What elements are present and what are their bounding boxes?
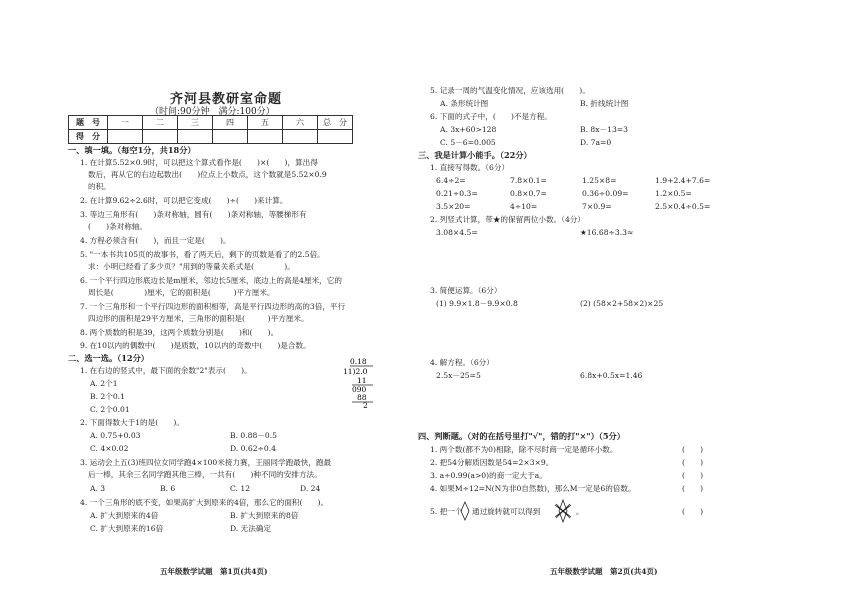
score-cell[interactable] bbox=[248, 130, 283, 144]
score-row-label: 得 分 bbox=[69, 130, 108, 144]
q1-3-line-a: 3. 等边三角形有( )条对称轴，圆有( )条对称轴，等腰梯形有 bbox=[80, 210, 307, 219]
judge-5-part-b: 通过旋转就可以得到 bbox=[472, 507, 541, 516]
score-header-cell: 三 bbox=[178, 116, 213, 130]
score-header-cell: 一 bbox=[108, 116, 143, 130]
q1-9: 9. 在10以内的偶数中( )是质数，10以内的奇数中( )是合数。 bbox=[80, 341, 311, 350]
q2-4-option-c: C. 扩大到原来的16倍 bbox=[90, 524, 164, 533]
s3-1-title: 1. 直接写得数。（6分） bbox=[430, 163, 510, 172]
q2-3-option-a: A. 3 bbox=[90, 484, 106, 493]
q1-5-line-a: 5. "一本书共105页的故事书，看了两天后，剩下的页数是看了的2.5倍。 bbox=[80, 250, 325, 259]
q2-2-option-a: A. 0.75+0.03 bbox=[90, 431, 141, 440]
score-header-cell: 六 bbox=[283, 116, 318, 130]
q2-4-option-d: D. 无法确定 bbox=[230, 524, 272, 533]
ld-step-1: 11 bbox=[357, 376, 367, 385]
s3-2-expr-a: 3.08×4.5= bbox=[436, 228, 478, 237]
q2-3-line-b: 后一棒，其余三名同学跑其他三棒，一共有( )种不同的安排方法。 bbox=[88, 470, 322, 479]
score-header-cell: 题 号 bbox=[69, 116, 108, 130]
score-cell[interactable] bbox=[213, 130, 248, 144]
q1-4: 4. 方程必须含有( )，而且一定是( )。 bbox=[80, 236, 231, 245]
judge-3-answer-box[interactable]: ( ) bbox=[682, 471, 704, 480]
q2-3-line-a: 3. 运动会上五(3)班四位女同学跑4×100米接力赛，王丽同学跑最快，跑最 bbox=[80, 458, 332, 467]
q2-6-option-d: D. 7a=0 bbox=[580, 138, 612, 147]
s3-3-expr-a: (1) 9.9×1.8－9.9×0.8 bbox=[436, 299, 518, 308]
q1-8: 8. 两个质数的积是39，这两个质数分别是( )和( )。 bbox=[80, 328, 279, 337]
q2-2: 2. 下面得数大于1的是( )。 bbox=[80, 418, 184, 427]
judge-2: 2. 把54分解质因数是54=2×3×9。 bbox=[430, 458, 554, 467]
q2-6-option-c: C. 5－6=0.005 bbox=[440, 138, 496, 147]
q1-6-line-a: 6. 一个平行四边形底边长是m厘米，邻边长5厘米，底边上的高是4厘米，它的 bbox=[80, 276, 342, 285]
q2-2-option-b: B. 0.88－0.5 bbox=[230, 431, 277, 440]
q2-1: 1. 在右边的竖式中，最下面的余数"2"表示( )。 bbox=[80, 366, 252, 375]
s3-4-title: 4. 解方程。（6分） bbox=[430, 358, 494, 367]
s3-4-eq-a: 2.5x－25=5 bbox=[436, 371, 481, 380]
oral-calc-item: 7.8×0.1= bbox=[510, 176, 547, 185]
page-2-footer: 五年级数学试题 第2页(共4页) bbox=[550, 567, 658, 576]
oral-calc-item: 2.5×0.4÷0.5= bbox=[655, 202, 711, 211]
ld-remainder: 2 bbox=[363, 401, 368, 408]
exam-title: 齐河县教研室命题 bbox=[170, 92, 283, 107]
oral-calc-item: 1.9+2.4+7.6= bbox=[655, 176, 711, 185]
oral-calc-item: 7×0.9= bbox=[582, 202, 612, 211]
q1-5-line-b: 求：小明已经看了多少页？"用到的等量关系式是( )。 bbox=[88, 262, 295, 271]
oral-calc-item: 6.4÷2= bbox=[436, 176, 466, 185]
score-cell[interactable] bbox=[283, 130, 318, 144]
s3-3-title: 3. 简便运算。（6分） bbox=[430, 286, 502, 295]
exam-meta: （时间:90分钟 满分:100分） bbox=[150, 107, 275, 117]
q2-1-option-b: B. 2个0.1 bbox=[90, 392, 125, 401]
q2-3-option-d: D. 24 bbox=[300, 484, 321, 493]
score-header-cell: 四 bbox=[213, 116, 248, 130]
judge-4-answer-box[interactable]: ( ) bbox=[682, 484, 704, 493]
score-header-cell: 五 bbox=[248, 116, 283, 130]
q1-2: 2. 在计算9.62÷2.6时，可以把它变成( )÷( )来计算。 bbox=[80, 196, 288, 205]
judge-1-answer-box[interactable]: ( ) bbox=[682, 445, 704, 454]
s3-3-expr-b: (2) (58×2+58×2)×25 bbox=[580, 299, 664, 308]
section-3-title: 三、我是计算小能手。（22分） bbox=[418, 150, 532, 160]
score-cell[interactable] bbox=[108, 130, 143, 144]
oral-calc-item: 0.21÷0.3= bbox=[436, 189, 478, 198]
q1-7-line-b: 四边形的面积是29平方厘米，三角形的面积是( )平方厘米。 bbox=[88, 314, 309, 323]
judge-5-answer-box[interactable]: ( ) bbox=[682, 507, 704, 516]
single-diamond-icon bbox=[460, 501, 470, 521]
section-4-title: 四、判断题。（对的在括号里打"√"，错的打"×"）（5分） bbox=[418, 431, 625, 441]
q2-5: 5. 记录一周的气温变化情况，应该选用( )。 bbox=[430, 86, 590, 95]
score-table-row bbox=[69, 130, 353, 144]
judge-3: 3. a÷0.99(a>0)的商一定大于a。 bbox=[430, 471, 547, 480]
oral-calc-item: 1.2×0.5= bbox=[655, 189, 692, 198]
q2-4-option-a: A. 扩大到原来的4倍 bbox=[90, 511, 159, 520]
oral-calc-item: 0.8×0.7= bbox=[510, 189, 547, 198]
judge-5-part-a: 5. 把一个 bbox=[430, 507, 463, 516]
page-1-footer: 五年级数学试题 第1页(共4页) bbox=[160, 567, 268, 576]
q1-1-line-c: 的积。 bbox=[88, 182, 111, 191]
ld-dividend: 11)2.0 bbox=[343, 367, 368, 376]
judge-2-answer-box[interactable]: ( ) bbox=[682, 458, 704, 467]
judge-4: 4. 如果M÷12=N(N为非0自然数)，那么M一定是6的倍数。 bbox=[430, 484, 636, 493]
q1-7-line-a: 7. 一个三角形和一个平行四边形的面积相等，高是平行四边形的高的3倍，平行 bbox=[80, 302, 346, 311]
ld-step-3: 88 bbox=[357, 393, 367, 402]
q2-6-option-a: A. 3x+60>128 bbox=[440, 125, 497, 134]
q2-2-option-d: D. 0.62÷0.4 bbox=[230, 444, 276, 453]
score-table bbox=[68, 115, 353, 144]
q2-5-option-b: B. 折线统计图 bbox=[580, 99, 629, 108]
oral-calc-item: 4÷10= bbox=[510, 202, 538, 211]
q2-3-option-c: C. 12 bbox=[230, 484, 251, 493]
section-1-title: 一、填一填。（每空1分，共18分） bbox=[68, 145, 196, 155]
ld-quotient: 0.18 bbox=[350, 357, 367, 366]
long-division-figure bbox=[343, 356, 383, 408]
score-cell[interactable] bbox=[178, 130, 213, 144]
q2-6-option-b: B. 8x－13=3 bbox=[580, 125, 628, 134]
s3-2-title: 2. 列竖式计算，带★的保留两位小数。（4分） bbox=[430, 215, 585, 224]
rotated-diamonds-icon bbox=[552, 499, 574, 523]
oral-calc-item: 3.5×20= bbox=[436, 202, 471, 211]
q2-1-option-a: A. 2个1 bbox=[90, 379, 118, 388]
score-header-cell: 总 分 bbox=[318, 116, 353, 130]
ld-step-2: 090 bbox=[352, 385, 367, 394]
oral-calc-item: 0.36÷0.09= bbox=[582, 189, 629, 198]
score-cell[interactable] bbox=[143, 130, 178, 144]
q2-2-option-c: C. 4×0.02 bbox=[90, 444, 129, 453]
q2-6: 6. 下面的式子中，( )不是方程。 bbox=[430, 112, 552, 121]
q1-6-line-b: 周长是( )厘米，它的面积是( )平方厘米。 bbox=[88, 288, 275, 297]
q2-4-option-b: B. 扩大到原来的8倍 bbox=[230, 511, 299, 520]
score-cell[interactable] bbox=[318, 130, 353, 144]
q2-5-option-a: A. 条形统计图 bbox=[440, 99, 489, 108]
q2-4: 4. 一个三角形的底不变，如果高扩大到原来的4倍，那么它的面积( )。 bbox=[80, 498, 329, 507]
judge-1: 1. 两个数(都不为0)相除，除不尽时商一定是循环小数。 bbox=[430, 445, 618, 454]
score-header-cell: 二 bbox=[143, 116, 178, 130]
q1-1-line-a: 1. 在计算5.52×0.9时，可以把这个算式看作是( )×( )，算出得 bbox=[80, 158, 318, 167]
page-2 bbox=[418, 0, 860, 608]
q2-3-option-b: B. 6 bbox=[160, 484, 176, 493]
q1-1-line-b: 数后，再从它的右边起数出( )位点上小数点，这个数就是5.52×0.9 bbox=[88, 170, 327, 179]
score-table-header bbox=[69, 116, 353, 130]
oral-calc-item: 1.25×8= bbox=[582, 176, 617, 185]
judge-5-part-c: 。 bbox=[576, 507, 584, 516]
q1-3-line-b: ( )条对称轴。 bbox=[88, 222, 148, 231]
section-2-title: 二、选一选。（12分） bbox=[68, 353, 149, 363]
q2-1-option-c: C. 2个0.01 bbox=[90, 405, 130, 414]
s3-4-eq-b: 6.8x+0.5x=1.46 bbox=[580, 371, 643, 380]
s3-2-expr-b: ★16.68÷3.3≈ bbox=[580, 228, 634, 237]
